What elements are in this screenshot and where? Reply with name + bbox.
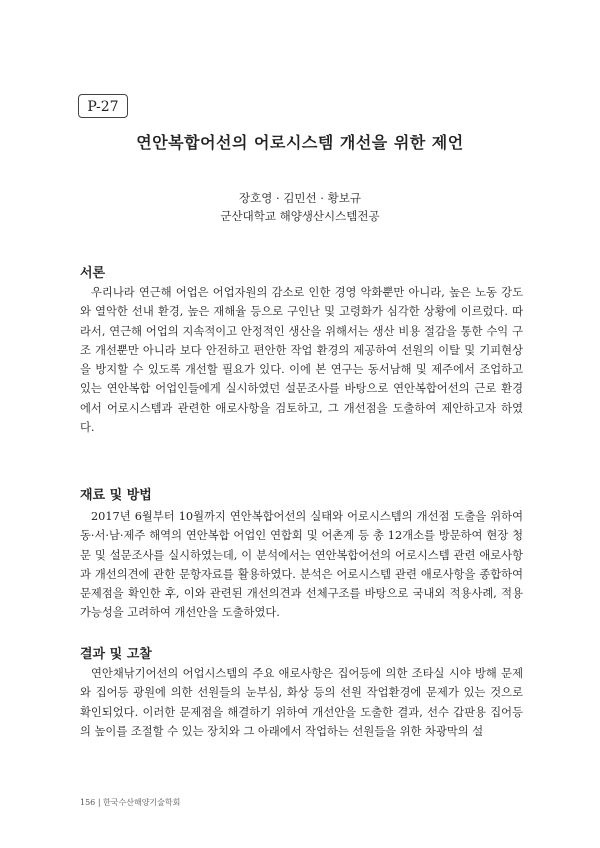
section-body-introduction: 우리나라 연근해 어업은 어업자원의 감소로 인한 경영 악화뿐만 아니라, 높은 노동 강도와 열악한 선내 환경, 높은 재해율 등으로 구인난 및 고령화가 심각한 상황에 이르렀다. 따라서, 연근해 어업의 지속적이고 안정적인 생산을 위해서는 생산 비용 절감을 통한 수익 구조 개선뿐만 아니라 보다 안전하고 편안한 작업 환경의 제공하여 선원의 이탈 및 기피현상을 방지할 수 있도록 개선할 필요가 있다. 이에 본 연구는 동서남해 및 제주에서 조업하고 있는 연안복합 어업인들에게 실시하였던 설문조사를 바탕으로 연안복합어선의 근로 환경에서 어로시스템과 관련한 애로사항을 검토하고, 그 개선점을 도출하여 제안하고자 하였다. [80,286,523,435]
section-body-results: 연안채낚기어선의 어업시스템의 주요 애로사항은 집어등에 의한 조타실 시야 방해 문제와 집어등 광원에 의한 선원들의 눈부심, 화상 등의 선원 작업환경에 문제가 있는 것으로 확인되었다. 이러한 문제점을 해결하기 위하여 개선안을 도출한 결과, 선수 갑판용 집어등의 높이를 조절할 수 있는 장치와 그 아래에서 작업하는 선원들을 위한 차광막의 설 [80,667,523,738]
section-heading-results: 결과 및 고찰 [80,647,152,662]
section-heading-methods: 재료 및 방법 [80,488,152,503]
affiliation: 군산대학교 해양생산시스템전공 [220,209,380,223]
paper-title: 연안복합어선의 어로시스템 개선을 위한 제언 [136,133,464,152]
section-body-methods: 2017년 6월부터 10월까지 연안복합어선의 실태와 어로시스템의 개선점 도출을 위하여 동·서·남·제주 해역의 연안복합 어업인 연합회 및 어촌계 등 총 12개소를 방문하여 현장 청문 및 설문조사를 실시하였는데, 이 분석에서는 연안복합어선의 어로시스템 관련 애로사항과 개선의견에 관한 문항자료를 활용하였다. 분석은 어로시스템 관련 애로사항을 종합하여 문제점을 확인한 후, 이와 관련된 개선의견과 선체구조를 바탕으로 국내외 적용사례, 적용 가능성을 고려하여 개선안을 도출하였다. [80,510,523,620]
page-footer: 156 | 한국수산해양기술학회 [80,798,181,807]
author-list: 장호영 · 김민선 · 황보규 [239,191,361,205]
section-heading-introduction: 서론 [80,266,106,281]
poster-number-badge: P-27 [78,94,128,118]
